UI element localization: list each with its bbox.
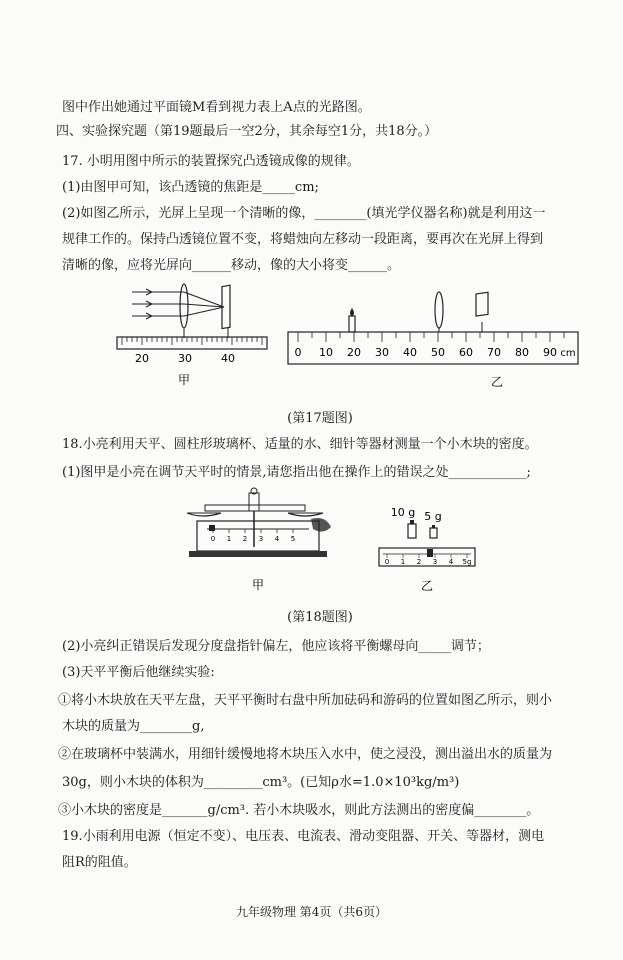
tick-label: 2: [242, 535, 248, 543]
unit-label: cm: [560, 348, 576, 359]
tick-label: 20: [347, 346, 361, 359]
question-17: 17. 小明用图中所示的装置探究凸透镜成像的规律。: [62, 154, 360, 169]
tick-label: 1: [226, 535, 232, 543]
question-19-cont: 阻R的阻值。: [62, 855, 137, 870]
tick-label: 3: [258, 535, 264, 543]
tick-label: 90: [543, 346, 557, 359]
weight-label-5g: 5 g: [424, 510, 442, 523]
tick-label: 50: [431, 346, 445, 359]
section-heading: 四、实验探究题（第19题最后一空2分，其余每空1分，共18分。）: [56, 124, 438, 139]
figure-17-caption: (第17题图): [287, 411, 353, 426]
figure-label-jia: 甲: [177, 373, 191, 387]
figure-label-yi: 乙: [490, 375, 504, 389]
figure-label-yi: 乙: [420, 579, 434, 593]
question-17-part-1: (1)由图甲可知，该凸透镜的焦距是_____cm;: [62, 180, 319, 195]
question-18-part-1: (1)图甲是小亮在调节天平时的情景,请您指出他在操作上的错误之处____________;: [62, 465, 531, 480]
question-18-part-3: (3)天平平衡后他继续实验:: [62, 665, 215, 680]
question-18-step-a-cont: 木块的质量为________g,: [62, 719, 205, 734]
tick-label: 0: [384, 558, 390, 566]
tick-label: 70: [487, 346, 501, 359]
tick-label: 4: [448, 558, 454, 566]
tick-label: 3: [432, 558, 438, 566]
tick-label: 0: [210, 535, 216, 543]
question-18-step-b: ②在玻璃杯中装满水，用细针缓慢地将木块压入水中，使之浸没，测出溢出水的质量为: [58, 747, 553, 762]
tick-label: 0: [294, 346, 302, 359]
tick-label: 4: [274, 535, 280, 543]
page-footer: 九年级物理 第4页（共6页）: [235, 905, 388, 919]
weight-label-10g: 10 g: [390, 506, 416, 519]
question-18-step-c: ③小木块的密度是_______g/cm³. 若小木块吸水，则此方法测出的密度偏________。: [58, 803, 540, 818]
tick-label: 40: [221, 352, 235, 365]
question-17-part-2-cont: 清晰的像，应将光屏向______移动，像的大小将变______。: [62, 258, 401, 273]
figure-17-yi: [284, 288, 584, 394]
tick-label: 10: [319, 346, 333, 359]
tick-label: 2: [416, 558, 422, 566]
question-18-part-2: (2)小亮纠正错误后发现分度盘指针偏左，他应该将平衡螺母向_____调节；: [62, 639, 490, 654]
question-18-step-a: ①将小木块放在天平左盘，天平平衡时右盘中所加砝码和游码的位置如图乙所示，则小: [58, 693, 553, 708]
tick-label: 30: [178, 352, 192, 365]
figure-18-yi: [375, 502, 480, 597]
question-19: 19.小雨利用电源（恒定不变）、电压表、电流表、滑动变阻器、开关、等器材，测电: [62, 829, 545, 844]
figure-18-jia: [183, 485, 338, 595]
tick-label: 1: [400, 558, 406, 566]
tick-label: 5: [290, 535, 296, 543]
figure-17-jia: [112, 282, 272, 390]
question-17-part-2: (2)如图乙所示，光屏上呈现一个清晰的像，________(填光学仪器名称)就是利用这一: [62, 206, 546, 221]
figure-label-jia: 甲: [251, 578, 265, 592]
tick-label: 80: [515, 346, 529, 359]
tick-label: 40: [403, 346, 417, 359]
question-18: 18.小亮利用天平、圆柱形玻璃杯、适量的水、细针等器材测量一个小木块的密度。: [62, 437, 538, 452]
question-17-part-2-cont: 规律工作的。保持凸透镜位置不变，将蜡烛向左移动一段距离，要再次在光屏上得到: [62, 232, 544, 247]
text-line: 图中作出她通过平面镜M看到视力表上A点的光路图。: [62, 100, 371, 115]
tick-label: 20: [135, 352, 149, 365]
question-18-step-b-cont: 30g，则小木块的体积为_________cm³。(已知ρ水=1.0×10³kg/m³): [62, 775, 460, 790]
tick-label: 5g: [462, 558, 472, 566]
figure-18-caption: (第18题图): [287, 610, 353, 625]
tick-label: 60: [459, 346, 473, 359]
tick-label: 30: [375, 346, 389, 359]
